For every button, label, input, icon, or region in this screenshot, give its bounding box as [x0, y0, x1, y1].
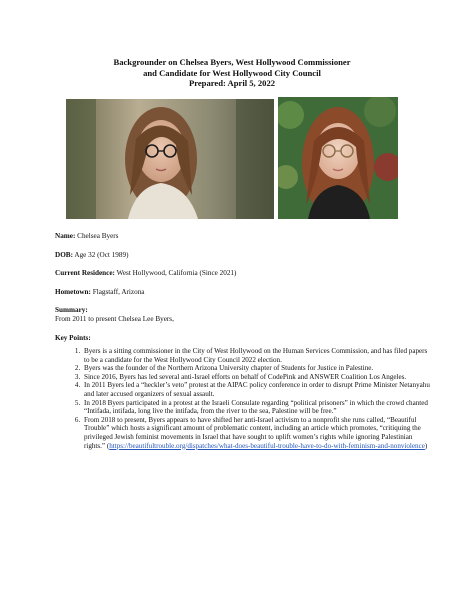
name-label: Name: [55, 232, 76, 240]
prepared-date: Prepared: April 5, 2022 [188, 78, 276, 88]
key-point-3: 3. Since 2016, Byers has led several anti-Israel efforts on behalf of CodePink and ANSWER Coalition Los Angeles. [82, 373, 434, 382]
residence-value: West Hollywood, California (Since 2021) [116, 269, 237, 277]
beautiful-trouble-link[interactable]: https://beautifultrouble.org/dispatches/what-does-beautiful-trouble-have-to-do-with-feminism-and-nonviolence [109, 441, 425, 450]
dob-label: DOB: [55, 251, 73, 259]
hometown-label: Hometown: [55, 288, 91, 296]
key-point-6-text: From 2018 to present, Byers appears to have shifted her anti-Israel activism to a nonprofit she runs called, “Beautiful Trouble” which hosts a significant amount of problematic content, including an article which promotes, “critiquing the privileged Jewish feminist movements in Israel that have sought to uplift women’s rights while ignoring Palestinian rights.” [84, 415, 421, 450]
summary-heading: Summary: [55, 306, 88, 314]
title-line-2: and Candidate for West Hollywood City Council [143, 67, 321, 78]
key-point-1: 1. Byers is a sitting commissioner in the City of West Hollywood on the Human Services Commission, and has filed papers to be a candidate for the West Hollywood City Council 2022 election. [82, 347, 434, 364]
residence-label: Current Residence: [55, 269, 115, 277]
key-point-4: 4. In 2011 Byers led a “heckler’s veto” protest at the AIPAC policy conference in order to disrupt Prime Minister Netanyahu and later accused organizers of sexual assault. [82, 381, 434, 398]
portrait-photo-right [278, 97, 398, 219]
link-close-paren: ) [424, 441, 428, 450]
key-point-2: 2. Byers was the founder of the Northern Arizona University chapter of Students for Justice in Palestine. [82, 364, 434, 373]
summary-text: From 2011 to present Chelsea Lee Byers, [55, 315, 174, 323]
key-point-5: 5. In 2018 Byers participated in a protest at the Israeli Consulate regarding “political prisoners” in which the crowd chanted “Intifada, intifada, long live the intifada, from the river to the sea, Palestine will be free.” [82, 399, 434, 416]
hometown-row [55, 288, 145, 297]
title-line-1: Backgrounder on Chelsea Byers, West Hollywood Commissioner [113, 57, 351, 67]
dob-value: Age 32 (Oct 1989) [74, 251, 129, 259]
hometown-value: Flagstaff, Arizona [92, 288, 145, 296]
document-title [60, 57, 404, 89]
residence-row [55, 269, 236, 278]
dob-row [55, 251, 128, 260]
key-points-list [60, 347, 434, 450]
name-row [55, 232, 118, 241]
key-point-6 [82, 416, 434, 450]
name-value: Chelsea Byers [77, 232, 119, 240]
portrait-photo-left [66, 99, 274, 219]
key-points-heading: Key Points: [55, 334, 91, 342]
link-open-paren: ( [106, 441, 110, 450]
